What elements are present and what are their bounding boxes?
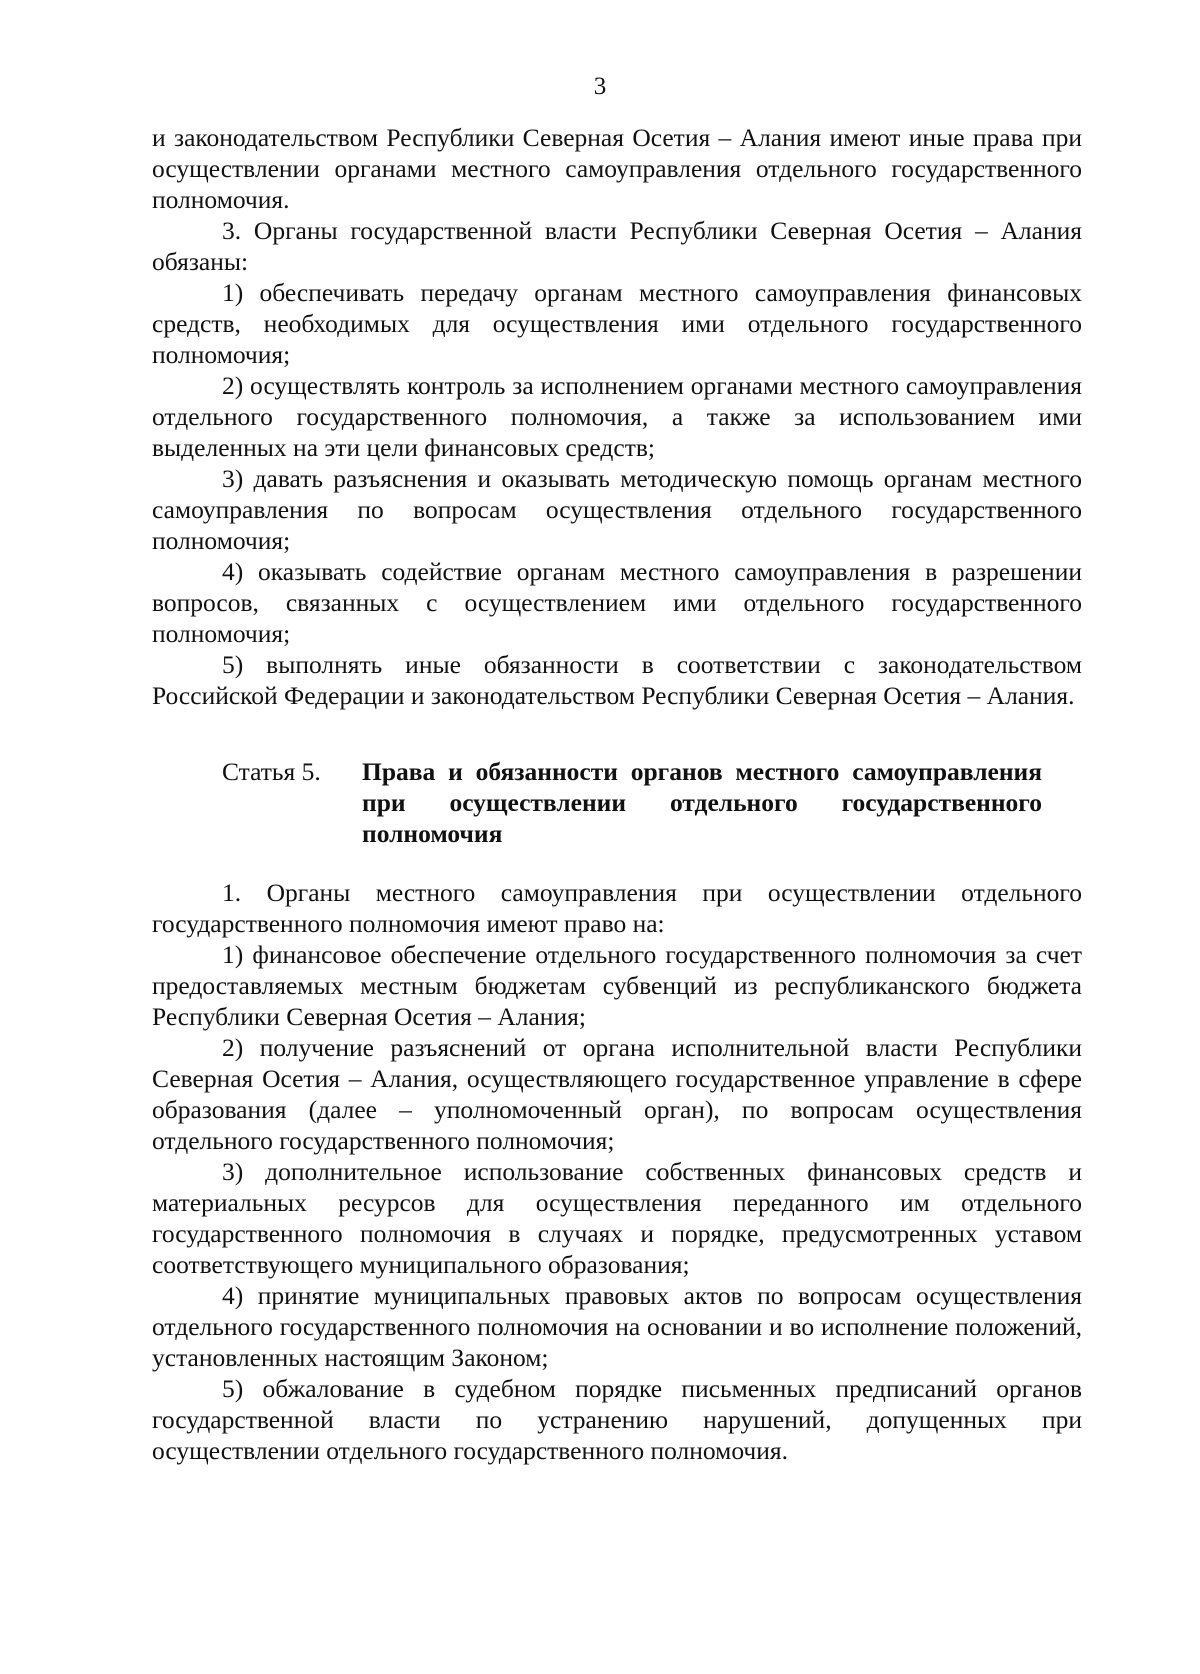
document-body	[152, 122, 1082, 1466]
article-5-heading	[152, 756, 1082, 849]
article-title: Права и обязанности органов местного самоуправления при осуществлении отдельного государственного полномочия	[362, 757, 1042, 848]
list-item: 3) дополнительное использование собственных финансовых средств и материальных ресурсов для осуществления переданного им отдельного государственного полномочия в случаях и порядке, предусмотренных уставом соответствующего муниципального образования;	[152, 1157, 1082, 1279]
list-item: 4) оказывать содействие органам местного самоуправления в разрешении вопросов, связанных с осуществлением ими отдельного государственного полномочия;	[152, 557, 1082, 648]
list-item: 5) выполнять иные обязанности в соответствии с законодательством Российской Федерации и законодательством Республики Северная Осетия – Алания.	[152, 650, 1082, 710]
paragraph-3: 3. Органы государственной власти Республики Северная Осетия – Алания обязаны:	[152, 216, 1082, 276]
list-item: 1) обеспечивать передачу органам местного самоуправления финансовых средств, необходимых для осуществления ими отдельного государственного полномочия;	[152, 278, 1082, 369]
list-item: 5) обжалование в судебном порядке письменных предписаний органов государственной власти по устранению нарушений, допущенных при осуществлении отдельного государственного полномочия.	[152, 1374, 1082, 1465]
list-item: 1) финансовое обеспечение отдельного государственного полномочия за счет предоставляемых местным бюджетам субвенций из республиканского бюджета Республики Северная Осетия – Алания;	[152, 940, 1082, 1031]
list-item: 2) осуществлять контроль за исполнением органами местного самоуправления отдельного государственного полномочия, а также за использованием ими выделенных на эти цели финансовых средств;	[152, 371, 1082, 462]
paragraph-1: 1. Органы местного самоуправления при осуществлении отдельного государственного полномочия имеют право на:	[152, 878, 1082, 938]
list-item: 4) принятие муниципальных правовых актов по вопросам осуществления отдельного государственного полномочия на основании и во исполнение положений, установленных настоящим Законом;	[152, 1281, 1082, 1372]
article-label: Статья 5.	[222, 757, 321, 786]
page-number: 3	[593, 73, 607, 100]
list-item: 3) давать разъяснения и оказывать методическую помощь органам местного самоуправления по вопросам осуществления отдельного государственного полномочия;	[152, 464, 1082, 555]
list-item: 2) получение разъяснений от органа исполнительной власти Республики Северная Осетия – Алания, осуществляющего государственное управление в сфере образования (далее – уполномоченный орган), по вопросам осуществления отдельного государственного полномочия;	[152, 1033, 1082, 1155]
continuation-paragraph: и законодательством Республики Северная Осетия – Алания имеют иные права при осуществлении органами местного самоуправления отдельного государственного полномочия.	[152, 123, 1082, 214]
